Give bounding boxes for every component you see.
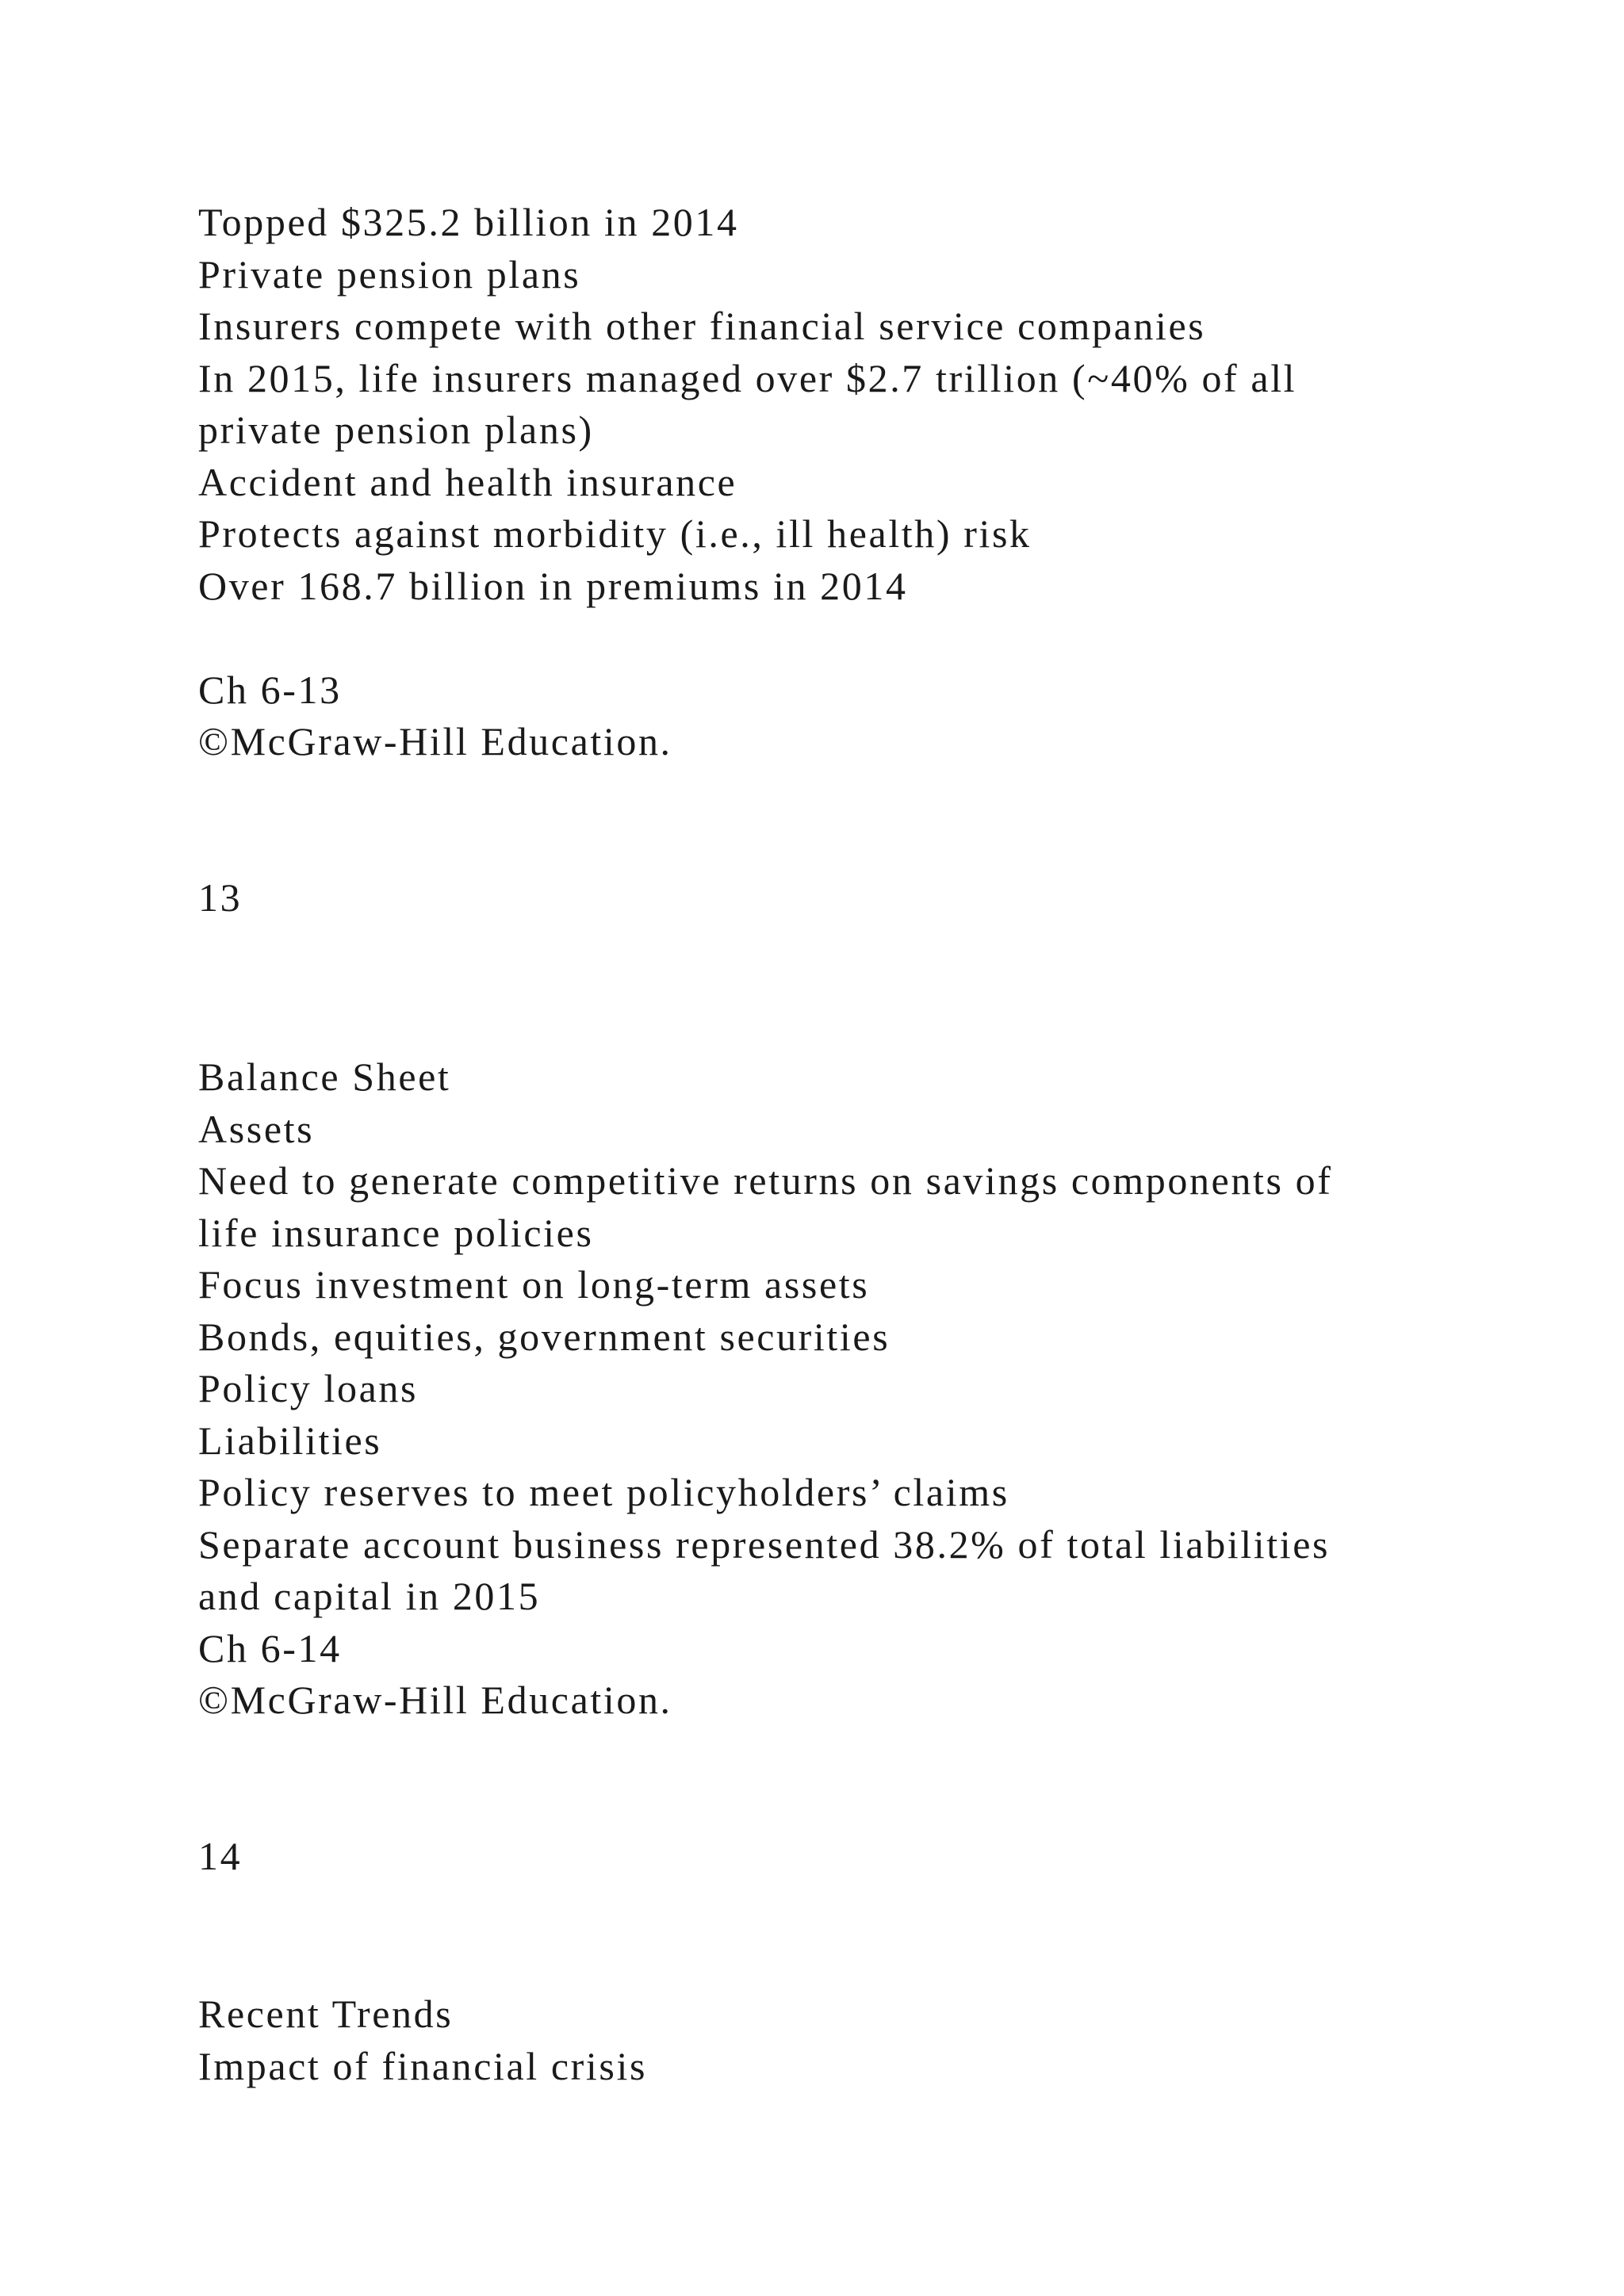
text-line: Bonds, equities, government securities: [198, 1314, 891, 1359]
text-line: Focus investment on long-term assets: [198, 1262, 870, 1307]
text-line: In 2015, life insurers managed over $2.7 trillion (~40% of all: [198, 355, 1297, 400]
text-line: and capital in 2015: [198, 1574, 541, 1618]
section-heading: Recent Trends: [198, 1992, 454, 2036]
blank-line: [198, 1727, 1332, 1779]
chapter-reference: Ch 6-13: [198, 667, 342, 712]
text-line: Need to generate competitive returns on savings components of: [198, 1158, 1333, 1203]
text-line: Separate account business represented 38.2% of total liabilities: [198, 1521, 1331, 1567]
text-line: Protects against morbidity (i.e., ill health) risk: [198, 511, 1032, 556]
text-line: Over 168.7 billion in premiums in 2014: [198, 563, 908, 608]
copyright-notice: ©McGraw-Hill Education.: [198, 719, 672, 763]
slide-notes-section-13: [198, 197, 1297, 924]
copyright-notice: ©McGraw-Hill Education.: [198, 1678, 672, 1722]
blank-line: [198, 768, 1297, 821]
blank-line: [198, 612, 1297, 664]
slide-notes-section-15: [198, 1988, 647, 2092]
section-heading: Balance Sheet: [198, 1054, 451, 1099]
slide-notes-section-14: [198, 1051, 1332, 1882]
text-line: life insurance policies: [198, 1210, 594, 1255]
text-line: Impact of financial crisis: [198, 2043, 648, 2088]
text-line: Private pension plans: [198, 251, 581, 297]
text-line: Policy reserves to meet policyholders’ claims: [198, 1470, 1009, 1514]
text-line: Topped $325.2 billion in 2014: [198, 200, 739, 244]
text-line: Liabilities: [198, 1418, 382, 1463]
text-line: Accident and health insurance: [198, 459, 737, 504]
blank-line: [198, 820, 1297, 872]
page-number: 13: [198, 874, 243, 920]
blank-line: [198, 1778, 1332, 1831]
text-line: Assets: [198, 1106, 315, 1151]
text-line: Policy loans: [198, 1366, 419, 1410]
text-line: Insurers compete with other financial service companies: [198, 304, 1206, 348]
page-number: 14: [198, 1833, 243, 1878]
chapter-reference: Ch 6-14: [198, 1625, 342, 1670]
text-line: private pension plans): [198, 408, 594, 452]
